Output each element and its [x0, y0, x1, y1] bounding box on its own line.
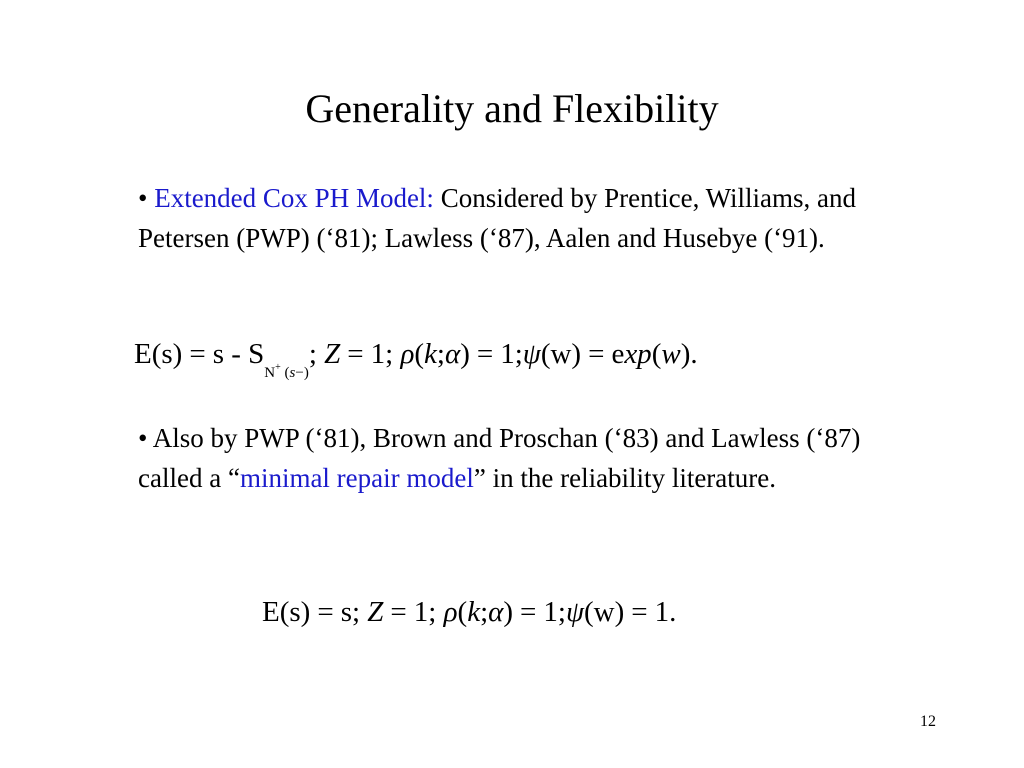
formula-operator: =	[588, 338, 605, 370]
formula-variable: ρ	[443, 596, 458, 628]
formula-term: E(s)	[134, 338, 183, 370]
formula-operator: =	[347, 338, 364, 370]
formula-minimal-repair: E(s) = s; Z = 1; ρ(k;α) = 1;ψ(w) = 1.	[262, 596, 677, 628]
formula-variable: ψ	[565, 596, 584, 628]
formula-term: ;	[308, 338, 317, 370]
page-number: 12	[920, 713, 936, 730]
formula-term: 1;	[370, 338, 394, 370]
formula-variable: α	[444, 338, 461, 370]
formula-variable: ρ	[400, 338, 415, 370]
formula-variable: w	[661, 338, 681, 370]
formula-operator: =	[631, 596, 648, 628]
bullet-minimal-repair	[138, 418, 878, 498]
formula-variable: α	[488, 596, 504, 628]
formula-operator: =	[390, 596, 407, 628]
formula-term: (w)	[540, 338, 582, 370]
formula-term: (w)	[583, 596, 625, 628]
formula-extended-cox: E(s) = s - SN+ (s−); Z = 1; ρ(k;α) = 1;ψ(w) = exp(w).	[134, 338, 698, 381]
formula-variable: k	[467, 596, 481, 628]
formula-operator: =	[189, 338, 206, 370]
formula-term: s - S	[212, 338, 265, 370]
slide-title: Generality and Flexibility	[305, 86, 719, 131]
formula-variable: ψ	[522, 338, 541, 370]
bullet-highlight-term: minimal repair model	[239, 463, 474, 493]
formula-variable: Z	[367, 596, 384, 628]
bullet-highlight-term: Extended Cox PH Model:	[154, 183, 434, 213]
formula-variable: Z	[324, 338, 341, 370]
bullet-text: Considered by Prentice, Williams, and Petersen (PWP) (‘81); Lawless (‘87), Aalen and Husebye (‘91).	[138, 183, 857, 253]
formula-operator: =	[317, 596, 334, 628]
formula-term: e	[611, 338, 625, 370]
bullet-extended-cox	[138, 178, 878, 258]
formula-operator: =	[520, 596, 537, 628]
bullet-text: Also by PWP (‘81), Brown and Proschan (‘83) and Lawless (‘87) called a “	[138, 423, 861, 493]
formula-term: s;	[340, 596, 361, 628]
formula-term: 1;	[500, 338, 523, 370]
formula-term: 1;	[413, 596, 437, 628]
formula-variable: k	[424, 338, 437, 370]
formula-variable: xp	[624, 338, 652, 370]
formula-operator: =	[476, 338, 494, 370]
bullet-marker: •	[138, 423, 148, 453]
formula-term: 1;	[543, 596, 566, 628]
bullet-text: ” in the reliability literature.	[473, 463, 777, 493]
formula-term: 1.	[654, 596, 677, 628]
bullet-marker: •	[138, 183, 148, 213]
formula-subscript: N+ (s−)	[264, 362, 309, 381]
formula-term: E(s)	[262, 596, 311, 628]
